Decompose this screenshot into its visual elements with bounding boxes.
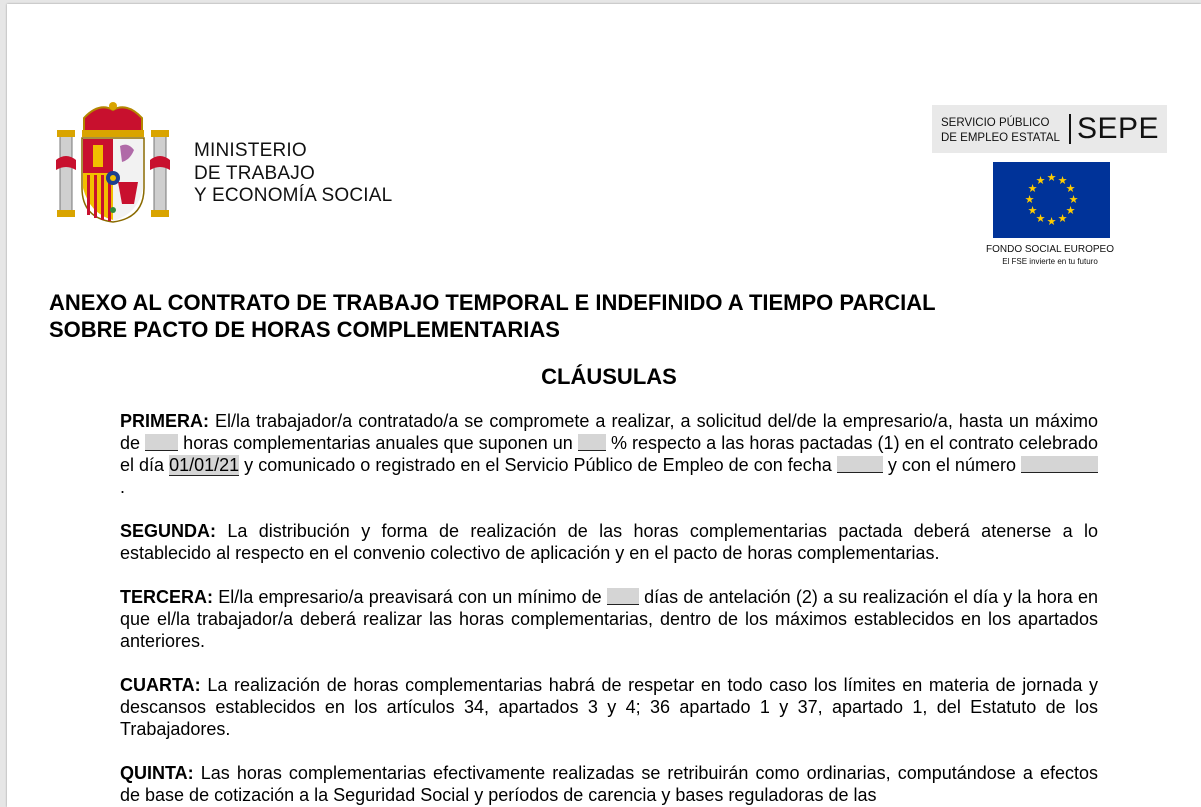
- ministry-line-3: Y ECONOMÍA SOCIAL: [194, 185, 393, 206]
- clause-tercera: [120, 586, 1098, 652]
- svg-text:★: ★: [1057, 212, 1068, 225]
- section-title: CLÁUSULAS: [541, 364, 677, 389]
- sepe-small-line-1: SERVICIO PÚBLICO: [941, 117, 1050, 129]
- clause-text: El/la empresario/a preavisará con un mínimo de: [213, 587, 607, 607]
- sepe-logo: [932, 105, 1167, 153]
- contract-date-field[interactable]: 01/01/21: [169, 455, 240, 475]
- ministry-name: [194, 140, 392, 208]
- clause-text: días de antelación (2) a su realización el día y la hora en que el/la trabajador/a deberá realizar las horas complementarias, dentro de los máximos establecidos en los apartados anteriores.: [120, 587, 1099, 651]
- clause-text: y comunicado o registrado en el Servicio Público de Empleo de con fecha: [239, 455, 837, 475]
- notice-days-field[interactable]: [607, 588, 639, 605]
- svg-text:★: ★: [1068, 193, 1079, 206]
- coat-of-arms-logo: [54, 100, 174, 226]
- fse-title: FONDO SOCIAL EUROPEO: [986, 244, 1114, 255]
- svg-text:★: ★: [1065, 204, 1076, 217]
- clause-quinta: [120, 762, 1098, 806]
- svg-text:★: ★: [1027, 182, 1038, 195]
- sepe-divider: [1069, 114, 1071, 144]
- max-hours-field[interactable]: [145, 434, 178, 451]
- svg-text:★: ★: [1057, 174, 1068, 187]
- svg-text:★: ★: [1046, 171, 1057, 184]
- sepe-acronym: SEPE: [1077, 112, 1160, 145]
- document-title: [49, 289, 1129, 343]
- document-page: [7, 4, 1201, 807]
- eu-flag-icon: [993, 162, 1110, 238]
- percentage-field[interactable]: [578, 434, 606, 451]
- svg-text:★: ★: [1035, 212, 1046, 225]
- svg-text:★: ★: [1065, 182, 1076, 195]
- clause-cuarta: [120, 674, 1098, 740]
- document-title-line-1: ANEXO AL CONTRATO DE TRABAJO TEMPORAL E INDEFINIDO A TIEMPO PARCIAL: [49, 290, 936, 315]
- clause-text: % respecto a las horas pactadas (1) en el contrato celebrado el día: [120, 433, 1098, 475]
- clause-text: El/la trabajador/a contratado/a se compromete a realizar, a solicitud del/de la empresario/a, hasta un máximo de: [120, 411, 1098, 453]
- clause-label: CUARTA:: [120, 675, 201, 695]
- clause-primera: [120, 410, 1098, 498]
- svg-text:★: ★: [1046, 215, 1057, 228]
- clause-segunda: [120, 520, 1098, 564]
- svg-text:★: ★: [1027, 204, 1038, 217]
- clause-label: TERCERA:: [120, 587, 213, 607]
- document-title-line-2: SOBRE PACTO DE HORAS COMPLEMENTARIAS: [49, 317, 560, 342]
- ministry-line-1: MINISTERIO: [194, 140, 307, 161]
- clause-text: y con el número: [882, 455, 1021, 475]
- clause-text: Las horas complementarias efectivamente realizadas se retribuirán como ordinarias, computándose a efectos de base de cotización a la Seguridad Social y períodos de carencia y bases reguladoras de las: [120, 763, 1098, 805]
- clause-label: PRIMERA:: [120, 411, 209, 431]
- clause-label: QUINTA:: [120, 763, 194, 783]
- svg-text:★: ★: [1024, 193, 1035, 206]
- svg-text:★: ★: [1035, 174, 1046, 187]
- registration-date-field[interactable]: [837, 456, 883, 473]
- clause-label: SEGUNDA:: [120, 521, 217, 541]
- clause-text: horas complementarias anuales que suponen un: [178, 433, 578, 453]
- clause-text: La distribución y forma de realización de las horas complementarias pactada deberá atenerse a lo establecido al respecto en el convenio colectivo de aplicación y en el pacto de horas complementarias.: [120, 521, 1098, 563]
- sepe-full-name: [941, 116, 1060, 146]
- registration-number-field[interactable]: [1021, 456, 1098, 473]
- clause-text: .: [120, 477, 126, 497]
- ministry-line-2: DE TRABAJO: [194, 162, 315, 184]
- clause-text: La realización de horas complementarias habrá de respetar en todo caso los límites en materia de jornada y descansos establecidos en los artículos 34, apartados 3 y 4; 36 apartado 1 y 37, apartado 1, del Estatuto de los Trabajadores.: [120, 675, 1098, 739]
- fse-slogan: El FSE invierte en tu futuro: [1002, 257, 1098, 266]
- sepe-small-line-2: DE EMPLEO ESTATAL: [941, 132, 1060, 144]
